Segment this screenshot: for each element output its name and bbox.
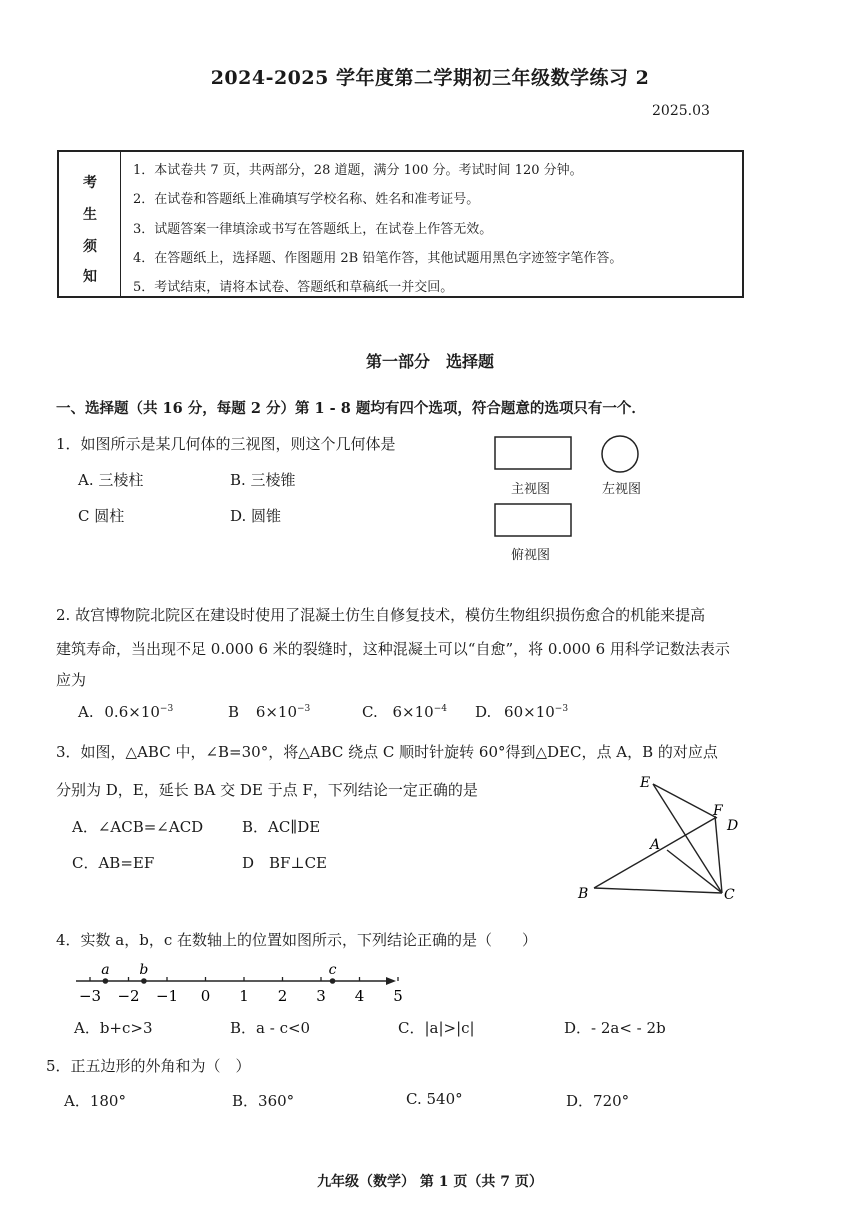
side-view-caption: 左视图: [602, 482, 642, 497]
number-line-tick-label: 4: [354, 987, 365, 1005]
notice-item: 1．本试卷共 7 页，共两部分，28 道题，满分 100 分。考试时间 120 分钟。: [133, 163, 583, 178]
notice-label-char: 考: [83, 175, 97, 191]
segment-bc: [594, 888, 722, 893]
front-view-caption: 主视图: [511, 482, 551, 497]
notice-label-char: 须: [83, 239, 97, 255]
notice-label-char: 生: [83, 207, 97, 223]
question-3-line: 3．如图，△ABC 中，∠B=30°，将△ABC 绕点 C 顺时针旋转 60°得到△DEC，点 A，B 的对应点: [56, 743, 718, 761]
number-line-tick-label: 0: [200, 987, 211, 1005]
q5-option-a: A．180°: [64, 1092, 126, 1110]
number-line-tick-label: −2: [117, 987, 140, 1005]
notice-item: 3．试题答案一律填涂或书写在答题纸上，在试卷上作答无效。: [133, 222, 493, 237]
option-base: 60×10: [504, 703, 555, 721]
number-line-point-label-b: b: [139, 962, 149, 978]
question-5-stem: 5．正五边形的外角和为（ ）: [46, 1057, 251, 1075]
option-exponent: −3: [554, 704, 569, 714]
notice-item: 4．在答题纸上，选择题、作图题用 2B 铅笔作答，其他试题用黑色字迹签字笔作答。: [133, 251, 623, 266]
part-title: 第一部分 选择题: [365, 352, 494, 371]
q4-option-d: D．- 2a< - 2b: [564, 1019, 666, 1037]
notice-label-column: [59, 152, 121, 296]
option-exponent: −4: [433, 704, 447, 714]
q2-option-c: [362, 703, 447, 721]
option-exponent: −3: [297, 704, 311, 714]
number-line-point-c: [330, 978, 336, 984]
side-view-circle: [602, 436, 638, 472]
option-exponent: −3: [159, 704, 174, 714]
question-2-line: 2. 故宫博物院北院区在建设时使用了混凝土仿生自修复技术，模仿生物组织损伤愈合的机能来提高: [56, 606, 706, 624]
number-line-point-label-a: a: [101, 962, 110, 978]
segment-ed: [653, 784, 717, 818]
number-line-tick-label: 3: [316, 987, 326, 1005]
q2-option-a: [78, 703, 173, 721]
point-label-e: E: [640, 775, 651, 791]
front-view-rectangle: [495, 437, 571, 469]
notice-label-char: 知: [83, 269, 97, 285]
triangle-rotation-figure: [570, 768, 750, 908]
exam-title: 2024-2025 学年度第二学期初三年级数学练习 2: [210, 67, 650, 89]
page-footer: 九年级（数学） 第 1 页（共 7 页）: [317, 1174, 543, 1190]
q4-option-a: A．b+c>3: [74, 1019, 153, 1037]
top-view-rectangle: [495, 504, 571, 536]
exam-notice-box: [57, 150, 744, 298]
number-line-point-b: [141, 978, 147, 984]
number-line-tick-label: 5: [393, 987, 403, 1005]
q3-option-b: B．AC∥DE: [242, 818, 321, 836]
q5-option-b: B．360°: [232, 1092, 295, 1110]
number-line-tick-label: 2: [277, 987, 288, 1005]
q5-option-d: D．720°: [566, 1092, 630, 1110]
option-letter: B: [228, 703, 240, 721]
option-letter: D.: [475, 703, 492, 721]
point-label-a: A: [650, 837, 661, 853]
segment-ac: [667, 850, 722, 893]
question-2-line: 应为: [56, 671, 87, 689]
q3-option-d: D BF⊥CE: [242, 854, 327, 872]
q2-option-d: [475, 703, 568, 721]
number-line-point-a: [103, 978, 109, 984]
point-label-c: C: [724, 887, 735, 903]
number-line-arrow: [386, 977, 396, 985]
q2-option-b: [228, 703, 310, 721]
q3-option-c: C．AB=EF: [72, 854, 155, 872]
option-base: 6×10: [255, 703, 298, 721]
point-label-d: D: [727, 818, 739, 834]
q3-option-a: A．∠ACB=∠ACD: [72, 818, 204, 836]
section-heading: 一、选择题（共 16 分，每题 2 分）第 1 - 8 题均有四个选项，符合题意的选项只有一个．: [56, 400, 646, 417]
point-label-f: F: [713, 803, 723, 819]
exam-date: 2025.03: [652, 103, 710, 119]
number-line-point-label-c: c: [328, 962, 337, 978]
number-line-tick-label: −3: [78, 987, 102, 1005]
top-view-caption: 俯视图: [511, 548, 551, 563]
q1-option-b: B. 三棱锥: [230, 471, 296, 489]
q4-option-c: C．|a|>|c|: [398, 1019, 475, 1037]
option-base: 6×10: [392, 703, 434, 721]
q5-option-c: C. 540°: [406, 1090, 463, 1108]
question-1-stem: 1．如图所示是某几何体的三视图，则这个几何体是: [56, 435, 396, 453]
option-letter: C.: [362, 703, 378, 721]
q1-option-d: D. 圆锥: [230, 507, 282, 525]
option-letter: A.: [78, 703, 94, 721]
segment-dc: [715, 816, 722, 893]
notice-item: 2．在试卷和答题纸上准确填写学校名称、姓名和准考证号。: [133, 192, 480, 207]
question-4-stem: 4．实数 a，b，c 在数轴上的位置如图所示，下列结论正确的是（ ）: [56, 931, 538, 949]
number-line-figure: [70, 956, 410, 1006]
question-3-line: 分别为 D，E，延长 BA 交 DE 于点 F，下列结论一定正确的是: [56, 781, 478, 799]
q1-option-a: A. 三棱柱: [78, 471, 144, 489]
point-label-b: B: [578, 886, 589, 902]
question-2-line: 建筑寿命，当出现不足 0.000 6 米的裂缝时，这种混凝土可以“自愈”，将 0.000 6 用科学记数法表示: [56, 640, 730, 658]
option-base: 0.6×10: [104, 703, 160, 721]
q4-option-b: B．a - c<0: [230, 1019, 311, 1037]
segment-ec: [653, 784, 722, 893]
number-line-tick-label: 1: [239, 987, 249, 1005]
q1-option-c: C 圆柱: [78, 507, 125, 525]
notice-item: 5．考试结束，请将本试卷、答题纸和草稿纸一并交回。: [133, 280, 454, 295]
number-line-tick-label: −1: [155, 987, 179, 1005]
